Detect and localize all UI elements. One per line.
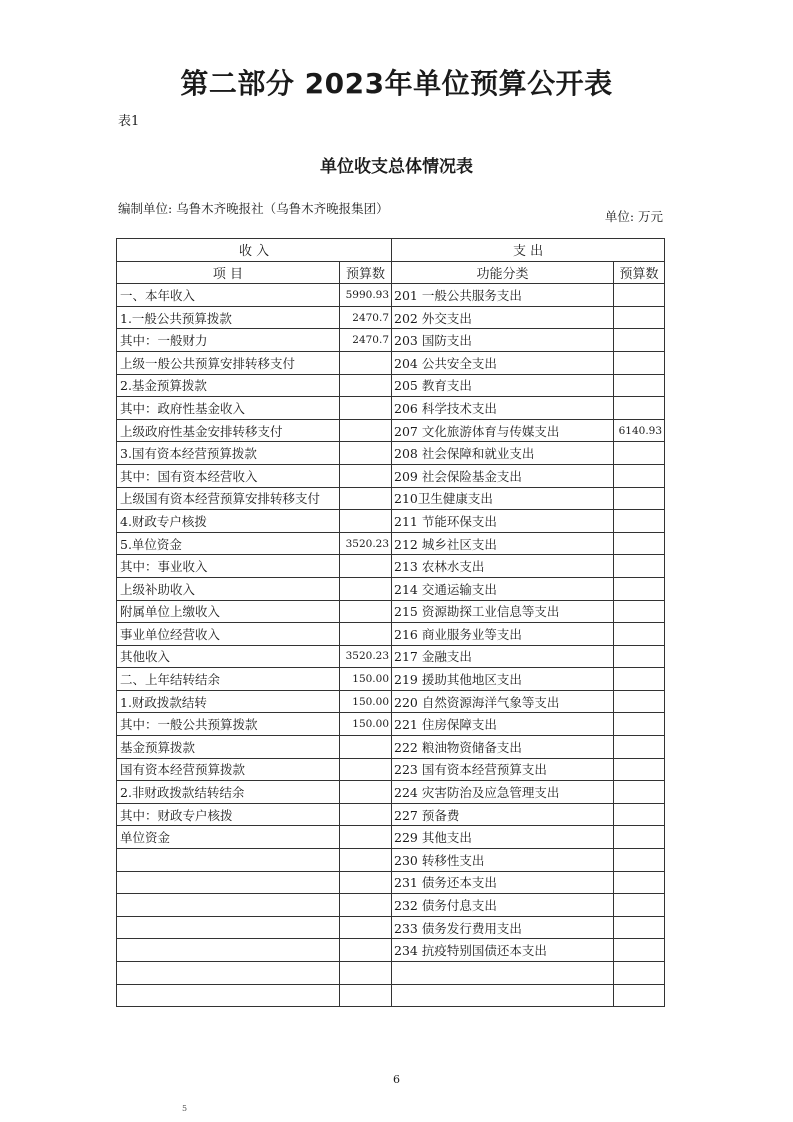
function-amount-cell: [614, 329, 665, 352]
function-class-column-header: 功能分类: [392, 261, 614, 284]
table-row: [117, 984, 665, 1007]
income-amount-cell: [340, 397, 392, 420]
function-amount-cell: [614, 645, 665, 668]
income-item-cell: 其中：一般财力: [117, 329, 340, 352]
function-class-cell: 230 转移性支出: [392, 849, 614, 872]
function-amount-cell: [614, 984, 665, 1007]
income-amount-cell: [340, 916, 392, 939]
compiling-unit: 编制单位: 乌鲁木齐晚报社（乌鲁木齐晚报集团）: [118, 201, 389, 216]
income-item-cell: [117, 984, 340, 1007]
table-row: [117, 351, 665, 374]
income-item-cell: 其中：事业收入: [117, 555, 340, 578]
income-item-cell: 上级国有资本经营预算安排转移支付: [117, 487, 340, 510]
table-row: [117, 690, 665, 713]
function-class-cell: 231 债务还本支出: [392, 871, 614, 894]
table-title: 单位收支总体情况表: [320, 157, 473, 177]
expense-header: 支 出: [392, 239, 665, 262]
income-item-cell: 上级政府性基金安排转移支付: [117, 419, 340, 442]
income-item-cell: 单位资金: [117, 826, 340, 849]
income-amount-cell: [340, 758, 392, 781]
function-amount-cell: [614, 306, 665, 329]
income-item-cell: [117, 894, 340, 917]
income-amount-cell: [340, 600, 392, 623]
corner-mark: 5: [182, 1104, 188, 1113]
function-class-cell: [392, 984, 614, 1007]
budget-table: [116, 238, 665, 1007]
function-amount-cell: [614, 374, 665, 397]
table-row: [117, 803, 665, 826]
function-amount-cell: [614, 758, 665, 781]
function-amount-cell: [614, 939, 665, 962]
income-item-cell: 2.基金预算拨款: [117, 374, 340, 397]
table-row: [117, 916, 665, 939]
income-amount-cell: [340, 871, 392, 894]
function-amount-cell: [614, 510, 665, 533]
income-item-cell: 一、本年收入: [117, 284, 340, 307]
income-amount-cell: [340, 623, 392, 646]
table-row: [117, 510, 665, 533]
income-item-cell: 3.国有资本经营预算拨款: [117, 442, 340, 465]
function-amount-cell: [614, 962, 665, 985]
income-amount-cell: [340, 374, 392, 397]
function-class-cell: 216 商业服务业等支出: [392, 623, 614, 646]
table-row: [117, 374, 665, 397]
function-class-cell: 215 资源勘探工业信息等支出: [392, 600, 614, 623]
income-item-cell: [117, 916, 340, 939]
function-class-cell: 204 公共安全支出: [392, 351, 614, 374]
income-amount-cell: [340, 419, 392, 442]
table-row: [117, 555, 665, 578]
income-amount-cell: [340, 577, 392, 600]
income-amount-cell: [340, 826, 392, 849]
function-amount-cell: [614, 871, 665, 894]
table-number: 表1: [118, 114, 140, 129]
table-row: [117, 464, 665, 487]
function-class-cell: 202 外交支出: [392, 306, 614, 329]
income-item-cell: 附属单位上缴收入: [117, 600, 340, 623]
function-amount-cell: [614, 668, 665, 691]
income-item-cell: 1.一般公共预算拨款: [117, 306, 340, 329]
table-row: [117, 442, 665, 465]
income-amount-cell: 150.00: [340, 690, 392, 713]
income-item-cell: 其中：一般公共预算拨款: [117, 713, 340, 736]
table-row: [117, 623, 665, 646]
table-row: [117, 713, 665, 736]
function-class-cell: 207 文化旅游体育与传媒支出: [392, 419, 614, 442]
function-budget-column-header: 预算数: [614, 261, 665, 284]
income-amount-cell: 150.00: [340, 668, 392, 691]
table-subheader-row: [117, 261, 665, 284]
table-header-row: [117, 239, 665, 262]
income-amount-cell: 2470.7: [340, 329, 392, 352]
table-row: [117, 329, 665, 352]
function-class-cell: 208 社会保障和就业支出: [392, 442, 614, 465]
income-amount-cell: [340, 803, 392, 826]
income-item-cell: 2.非财政拨款结转结余: [117, 781, 340, 804]
function-class-cell: 224 灾害防治及应急管理支出: [392, 781, 614, 804]
function-class-cell: 205 教育支出: [392, 374, 614, 397]
function-amount-cell: [614, 781, 665, 804]
function-class-cell: 210卫生健康支出: [392, 487, 614, 510]
table-row: [117, 758, 665, 781]
income-item-cell: 4.财政专户核拨: [117, 510, 340, 533]
function-class-cell: 203 国防支出: [392, 329, 614, 352]
table-row: [117, 577, 665, 600]
income-amount-cell: [340, 351, 392, 374]
function-amount-cell: [614, 284, 665, 307]
income-amount-cell: [340, 736, 392, 759]
function-class-cell: 211 节能环保支出: [392, 510, 614, 533]
income-amount-cell: [340, 487, 392, 510]
function-amount-cell: [614, 487, 665, 510]
function-class-cell: 214 交通运输支出: [392, 577, 614, 600]
income-amount-cell: [340, 962, 392, 985]
function-class-cell: 209 社会保险基金支出: [392, 464, 614, 487]
function-class-cell: [392, 962, 614, 985]
function-amount-cell: [614, 351, 665, 374]
table-row: [117, 600, 665, 623]
income-amount-cell: [340, 939, 392, 962]
income-amount-cell: [340, 894, 392, 917]
function-amount-cell: [614, 623, 665, 646]
table-row: [117, 826, 665, 849]
income-amount-cell: [340, 781, 392, 804]
income-item-cell: [117, 849, 340, 872]
function-amount-cell: 6140.93: [614, 419, 665, 442]
income-item-cell: [117, 871, 340, 894]
function-class-cell: 233 债务发行费用支出: [392, 916, 614, 939]
function-class-cell: 223 国有资本经营预算支出: [392, 758, 614, 781]
income-item-cell: 其中：财政专户核拨: [117, 803, 340, 826]
function-class-cell: 229 其他支出: [392, 826, 614, 849]
function-class-cell: 213 农林水支出: [392, 555, 614, 578]
table-row: [117, 781, 665, 804]
table-row: [117, 962, 665, 985]
table-row: [117, 306, 665, 329]
table-row: [117, 419, 665, 442]
income-amount-cell: [340, 984, 392, 1007]
function-amount-cell: [614, 803, 665, 826]
income-amount-cell: [340, 555, 392, 578]
function-amount-cell: [614, 464, 665, 487]
function-amount-cell: [614, 826, 665, 849]
income-item-cell: 上级补助收入: [117, 577, 340, 600]
function-class-cell: 206 科学技术支出: [392, 397, 614, 420]
function-class-cell: 234 抗疫特别国债还本支出: [392, 939, 614, 962]
function-amount-cell: [614, 397, 665, 420]
table-row: [117, 397, 665, 420]
income-item-cell: 基金预算拨款: [117, 736, 340, 759]
income-amount-cell: 5990.93: [340, 284, 392, 307]
function-class-cell: 222 粮油物资储备支出: [392, 736, 614, 759]
function-amount-cell: [614, 916, 665, 939]
table-row: [117, 532, 665, 555]
budget-column-header: 预算数: [340, 261, 392, 284]
function-amount-cell: [614, 894, 665, 917]
table-row: [117, 894, 665, 917]
function-class-cell: 232 债务付息支出: [392, 894, 614, 917]
income-amount-cell: [340, 442, 392, 465]
income-amount-cell: [340, 849, 392, 872]
income-item-cell: 事业单位经营收入: [117, 623, 340, 646]
income-amount-cell: 3520.23: [340, 532, 392, 555]
function-amount-cell: [614, 442, 665, 465]
function-class-cell: 219 援助其他地区支出: [392, 668, 614, 691]
income-item-cell: 二、上年结转结余: [117, 668, 340, 691]
function-class-cell: 221 住房保障支出: [392, 713, 614, 736]
income-item-cell: 1.财政拨款结转: [117, 690, 340, 713]
table-row: [117, 284, 665, 307]
money-unit: 单位: 万元: [604, 209, 663, 224]
income-item-cell: 其他收入: [117, 645, 340, 668]
income-item-cell: [117, 962, 340, 985]
function-class-cell: 201 一般公共服务支出: [392, 284, 614, 307]
item-column-header: 项 目: [117, 261, 340, 284]
income-item-cell: [117, 939, 340, 962]
table-row: [117, 668, 665, 691]
income-item-cell: 国有资本经营预算拨款: [117, 758, 340, 781]
income-amount-cell: 2470.7: [340, 306, 392, 329]
function-amount-cell: [614, 849, 665, 872]
income-item-cell: 5.单位资金: [117, 532, 340, 555]
table-row: [117, 871, 665, 894]
function-class-cell: 212 城乡社区支出: [392, 532, 614, 555]
function-amount-cell: [614, 690, 665, 713]
income-item-cell: 其中：国有资本经营收入: [117, 464, 340, 487]
income-amount-cell: [340, 510, 392, 533]
table-row: [117, 487, 665, 510]
income-header: 收 入: [117, 239, 392, 262]
income-amount-cell: 150.00: [340, 713, 392, 736]
income-amount-cell: 3520.23: [340, 645, 392, 668]
income-amount-cell: [340, 464, 392, 487]
function-amount-cell: [614, 600, 665, 623]
table-row: [117, 849, 665, 872]
function-amount-cell: [614, 577, 665, 600]
income-item-cell: 其中：政府性基金收入: [117, 397, 340, 420]
function-class-cell: 227 预备费: [392, 803, 614, 826]
function-amount-cell: [614, 555, 665, 578]
page-number: 6: [393, 1073, 400, 1086]
function-amount-cell: [614, 532, 665, 555]
function-class-cell: 220 自然资源海洋气象等支出: [392, 690, 614, 713]
table-row: [117, 645, 665, 668]
income-item-cell: 上级一般公共预算安排转移支付: [117, 351, 340, 374]
table-row: [117, 939, 665, 962]
function-amount-cell: [614, 713, 665, 736]
function-amount-cell: [614, 736, 665, 759]
table-row: [117, 736, 665, 759]
page-title: 第二部分 2023年单位预算公开表: [180, 67, 613, 100]
function-class-cell: 217 金融支出: [392, 645, 614, 668]
